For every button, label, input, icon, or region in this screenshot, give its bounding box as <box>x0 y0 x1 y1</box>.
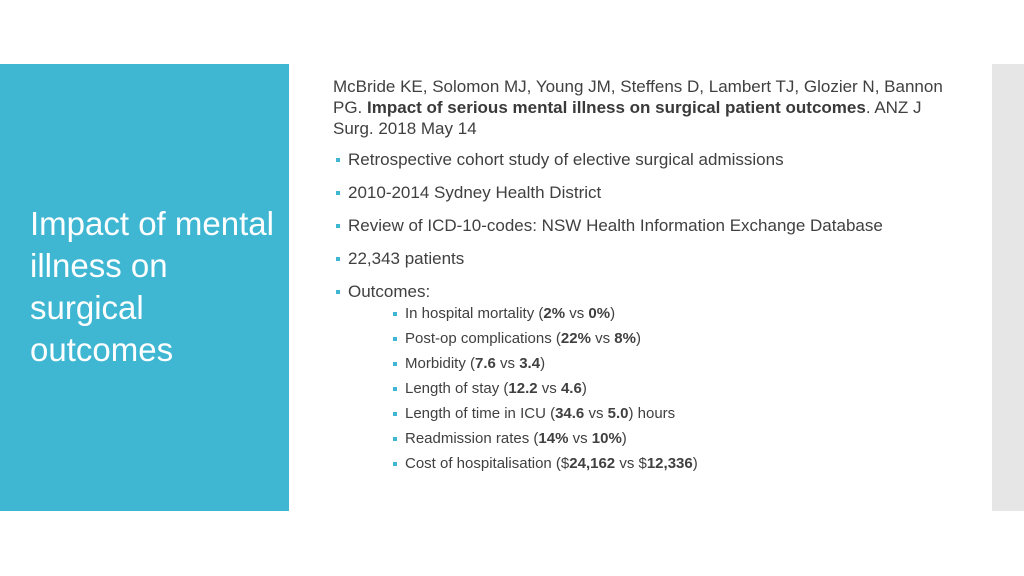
citation <box>333 76 943 139</box>
citation-journal: . ANZ J Surg. 2018 May 14 <box>333 98 922 138</box>
bullet-patient-count: 22,343 patients <box>333 248 943 269</box>
outcomes-list <box>390 304 943 473</box>
slide-content <box>333 76 943 485</box>
bullet-outcomes <box>333 281 943 473</box>
bullet-study-design: Retrospective cohort study of elective surgical admissions <box>333 149 943 170</box>
outcomes-heading: Outcomes: <box>348 282 431 301</box>
outcome-item: Post-op complications (22% vs 8%) <box>390 329 943 348</box>
bullet-period-location: 2010-2014 Sydney Health District <box>333 182 943 203</box>
bullet-data-source: Review of ICD-10-codes: NSW Health Information Exchange Database <box>333 215 943 236</box>
bullet-list <box>333 149 943 473</box>
outcome-item: In hospital mortality (2% vs 0%) <box>390 304 943 323</box>
citation-article-title: Impact of serious mental illness on surgical patient outcomes <box>367 98 866 117</box>
scrollbar[interactable] <box>992 64 1024 511</box>
outcome-item: Cost of hospitalisation ($24,162 vs $12,336) <box>390 454 943 473</box>
outcome-item: Length of time in ICU (34.6 vs 5.0) hours <box>390 404 943 423</box>
outcome-item: Length of stay (12.2 vs 4.6) <box>390 379 943 398</box>
outcome-item: Readmission rates (14% vs 10%) <box>390 429 943 448</box>
slide-title: Impact of mental illness on surgical outcomes <box>30 205 274 368</box>
outcome-item: Morbidity (7.6 vs 3.4) <box>390 354 943 373</box>
citation-authors: McBride KE, Solomon MJ, Young JM, Steffens D, Lambert TJ, Glozier N, Bannon PG. <box>333 77 943 117</box>
